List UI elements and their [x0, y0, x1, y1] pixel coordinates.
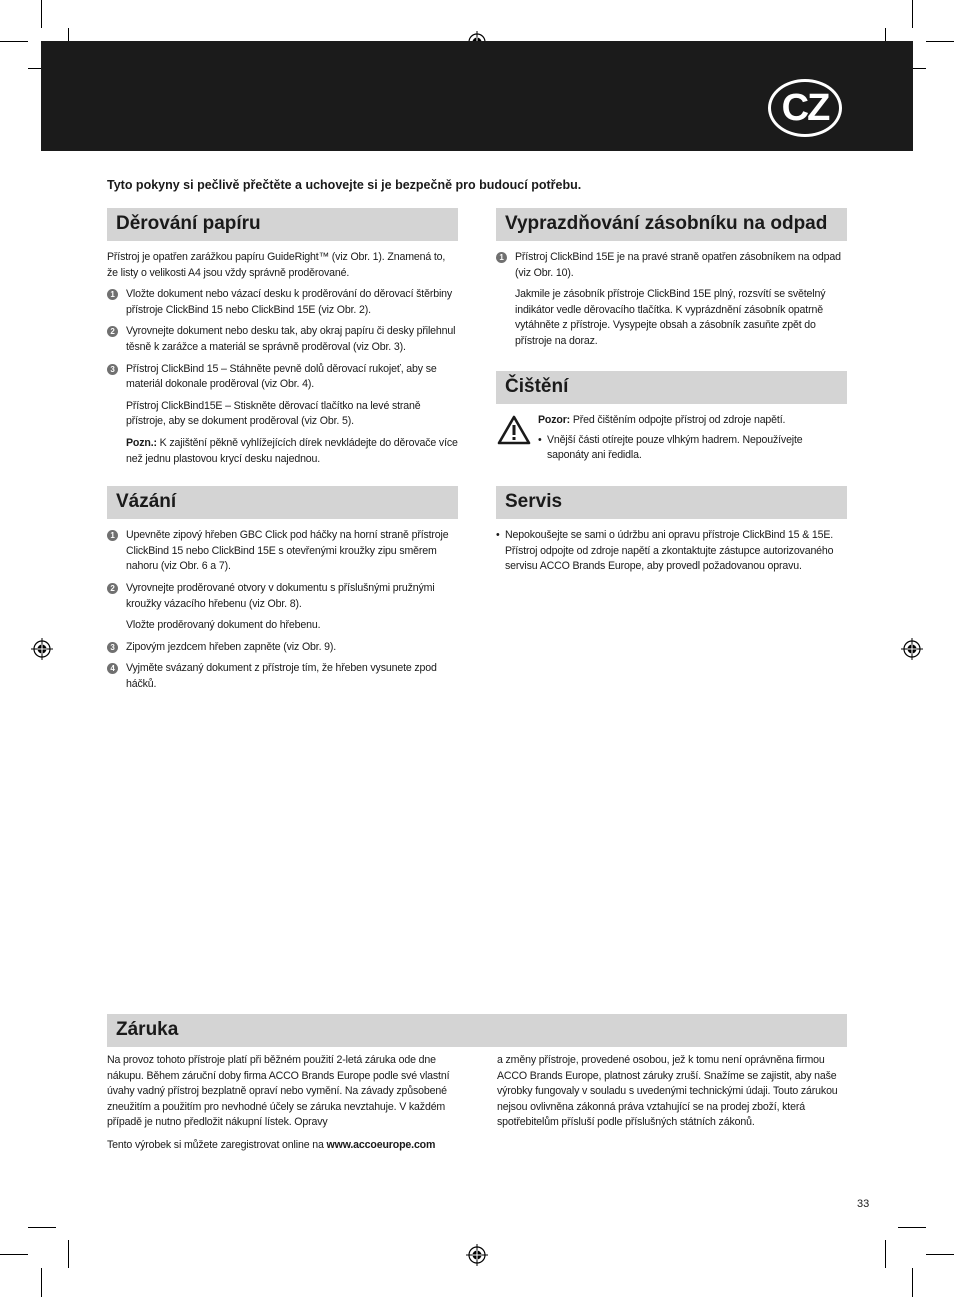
step-text: Vyrovnejte proděrované otvory v dokumentu s příslušnými pružnými kroužky vázacího hřebenu (viz Obr. 8).	[126, 581, 435, 610]
list-item	[107, 661, 458, 692]
list-item	[107, 324, 458, 355]
website-link[interactable]: www.accoeurope.com	[326, 1138, 436, 1151]
step-number: 1	[107, 289, 118, 300]
register-text: Tento výrobek si můžete zaregistrovat online na	[107, 1138, 327, 1151]
warning-message: Před čištěním odpojte přístroj od zdroje napětí.	[570, 414, 786, 426]
warranty-left-column	[107, 1053, 457, 1161]
crop-mark	[28, 1227, 56, 1228]
crop-mark	[0, 1254, 28, 1255]
crop-mark	[926, 41, 954, 42]
crop-mark	[885, 1240, 886, 1268]
step-text: Upevněte zipový hřeben GBC Click pod háčky na horní straně přístroje ClickBind 15 nebo ClickBind 15E s otevřenými kroužky zipu směrem nahoru (viz Obr. 6 a 7).	[126, 529, 449, 573]
step-number: 1	[496, 252, 507, 263]
registration-mark-icon	[31, 638, 53, 660]
step-number: 2	[107, 583, 118, 594]
step-text: Vložte dokument nebo vázací desku k proděrování do děrovací štěrbiny přístroje ClickBind 15 nebo ClickBind 15E (viz Obr. 2).	[126, 288, 453, 316]
section-title: Záruka	[107, 1014, 847, 1047]
section-vyprazdnovani	[496, 208, 847, 350]
bullet-item: • Vnější části otírejte pouze vlhkým hadrem. Nepoužívejte saponáty ani ředidla.	[538, 433, 847, 464]
section-servis	[496, 486, 847, 581]
list-item	[107, 640, 458, 656]
step-text: Vyjměte svázaný dokument z přístroje tím, že hřeben vysunete zpod háčků.	[126, 662, 437, 690]
right-column	[496, 208, 847, 573]
paragraph: Na provoz tohoto přístroje platí při běžném použití 2-letá záruka ode dne nákupu. Během záruční doby firma ACCO Brands Europe podle své vlastní úvahy vadný přístroj bezplatně opraví nebo vymění. Na závady způsobené zneužitím a použitím pro nevhodné účely se záruka nevztahuje. V každém případě je nutno předložit nákupní lístek. Opravy	[107, 1054, 450, 1129]
section-title: Děrování papíru	[107, 208, 458, 241]
note-text: K zajištění pěkně vyhlížejících dírek nevkládejte do děrovače více než jednu plastovou krycí desku najednou.	[126, 436, 458, 465]
step-text: Vyrovnejte dokument nebo desku tak, aby okraj papíru či desky přilehnul těsně k zarážce a materiál se správně proděroval (viz Obr. 3).	[126, 325, 456, 353]
crop-mark	[898, 1227, 926, 1228]
list-item	[496, 250, 847, 281]
crop-mark	[0, 41, 28, 42]
left-column	[107, 208, 458, 698]
registration-mark-icon	[466, 1244, 488, 1266]
list-item	[107, 581, 458, 612]
language-badge: CZ	[768, 79, 842, 137]
paragraph: Přístroj ClickBind15E – Stiskněte děrovací tlačítko na levé straně přístroje, aby se dokument proděroval (viz Obr. 5).	[126, 399, 421, 428]
intro-text: Tyto pokyny si pečlivě přečtěte a uchovejte si je bezpečně pro budoucí potřebu.	[107, 178, 582, 192]
step-number: 4	[107, 663, 118, 674]
note-label: Pozn.:	[126, 436, 157, 449]
warning-label: Pozor:	[538, 414, 571, 426]
list-item	[107, 528, 458, 575]
warning-block	[496, 413, 847, 464]
step-number: 3	[107, 642, 118, 653]
paragraph: a změny přístroje, provedené osobou, jež k tomu není oprávněna firmou ACCO Brands Europe, platnost záruky zruší. Snažíme se zajistit, aby naše výrobky fungovaly v souladu s uvedenými technickými údaji. Touto zárukou nejsou ovlivněna zákonná práva vztahující se na prodej zboží, která spotřebitelům přísluší podle příslušných státních zákonů.	[497, 1054, 838, 1129]
page-number: 33	[857, 1198, 870, 1210]
paragraph: Přístroj je opatřen zarážkou papíru GuideRight™ (viz Obr. 1). Znamená to, že listy o velikosti A4 jsou vždy správně proděrované.	[107, 251, 446, 279]
step-number: 2	[107, 326, 118, 337]
step-number: 1	[107, 530, 118, 541]
warranty-right-column	[497, 1053, 847, 1161]
registration-mark-icon	[901, 638, 923, 660]
section-title: Vyprazdňování zásobníku na odpad	[496, 208, 847, 241]
step-number: 3	[107, 364, 118, 375]
warning-icon	[497, 415, 531, 445]
warning-text	[538, 413, 847, 429]
paragraph: Vložte proděrovaný dokument do hřebenu.	[126, 619, 321, 632]
crop-mark	[68, 1240, 69, 1268]
section-title: Čištění	[496, 371, 847, 404]
section-title: Vázání	[107, 486, 458, 519]
crop-mark	[926, 1254, 954, 1255]
crop-mark	[41, 1268, 42, 1297]
crop-mark	[41, 0, 42, 28]
list-item	[107, 362, 458, 393]
bullet-item: • Nepokoušejte se sami o údržbu ani opravu přístroje ClickBind 15 & 15E. Přístroj odpojte od zdroje napětí a zkontaktujte zástupce autorizovaného servisu ACCO Brands Europe, aby provedl požadovanou opravu.	[496, 528, 847, 575]
paragraph	[107, 1138, 457, 1154]
section-cisteni	[496, 371, 847, 464]
section-title: Servis	[496, 486, 847, 519]
crop-mark	[912, 1268, 913, 1297]
section-vazani	[107, 486, 458, 692]
step-text: Přístroj ClickBind 15E je na pravé straně opatřen zásobníkem na odpad (viz Obr. 10).	[515, 251, 841, 279]
paragraph: Jakmile je zásobník přístroje ClickBind 15E plný, rozsvítí se světelný indikátor vedle děrovacího tlačítka. K vyprázdnění zásobník opatrně vytáhněte z přístroje. Vysypejte obsah a zásobník zasuňte zpět do přístroje na doraz.	[515, 288, 826, 347]
step-text: Zipovým jezdcem hřeben zapněte (viz Obr. 9).	[126, 640, 337, 653]
list-item	[107, 287, 458, 318]
note	[107, 436, 458, 467]
step-text: Přístroj ClickBind 15 – Stáhněte pevně dolů děrovací rukojeť, aby se materiál dokonale proděroval (viz Obr. 4).	[126, 362, 437, 391]
crop-mark	[912, 0, 913, 28]
section-zaruka	[107, 1014, 847, 1161]
section-derovani	[107, 208, 458, 467]
